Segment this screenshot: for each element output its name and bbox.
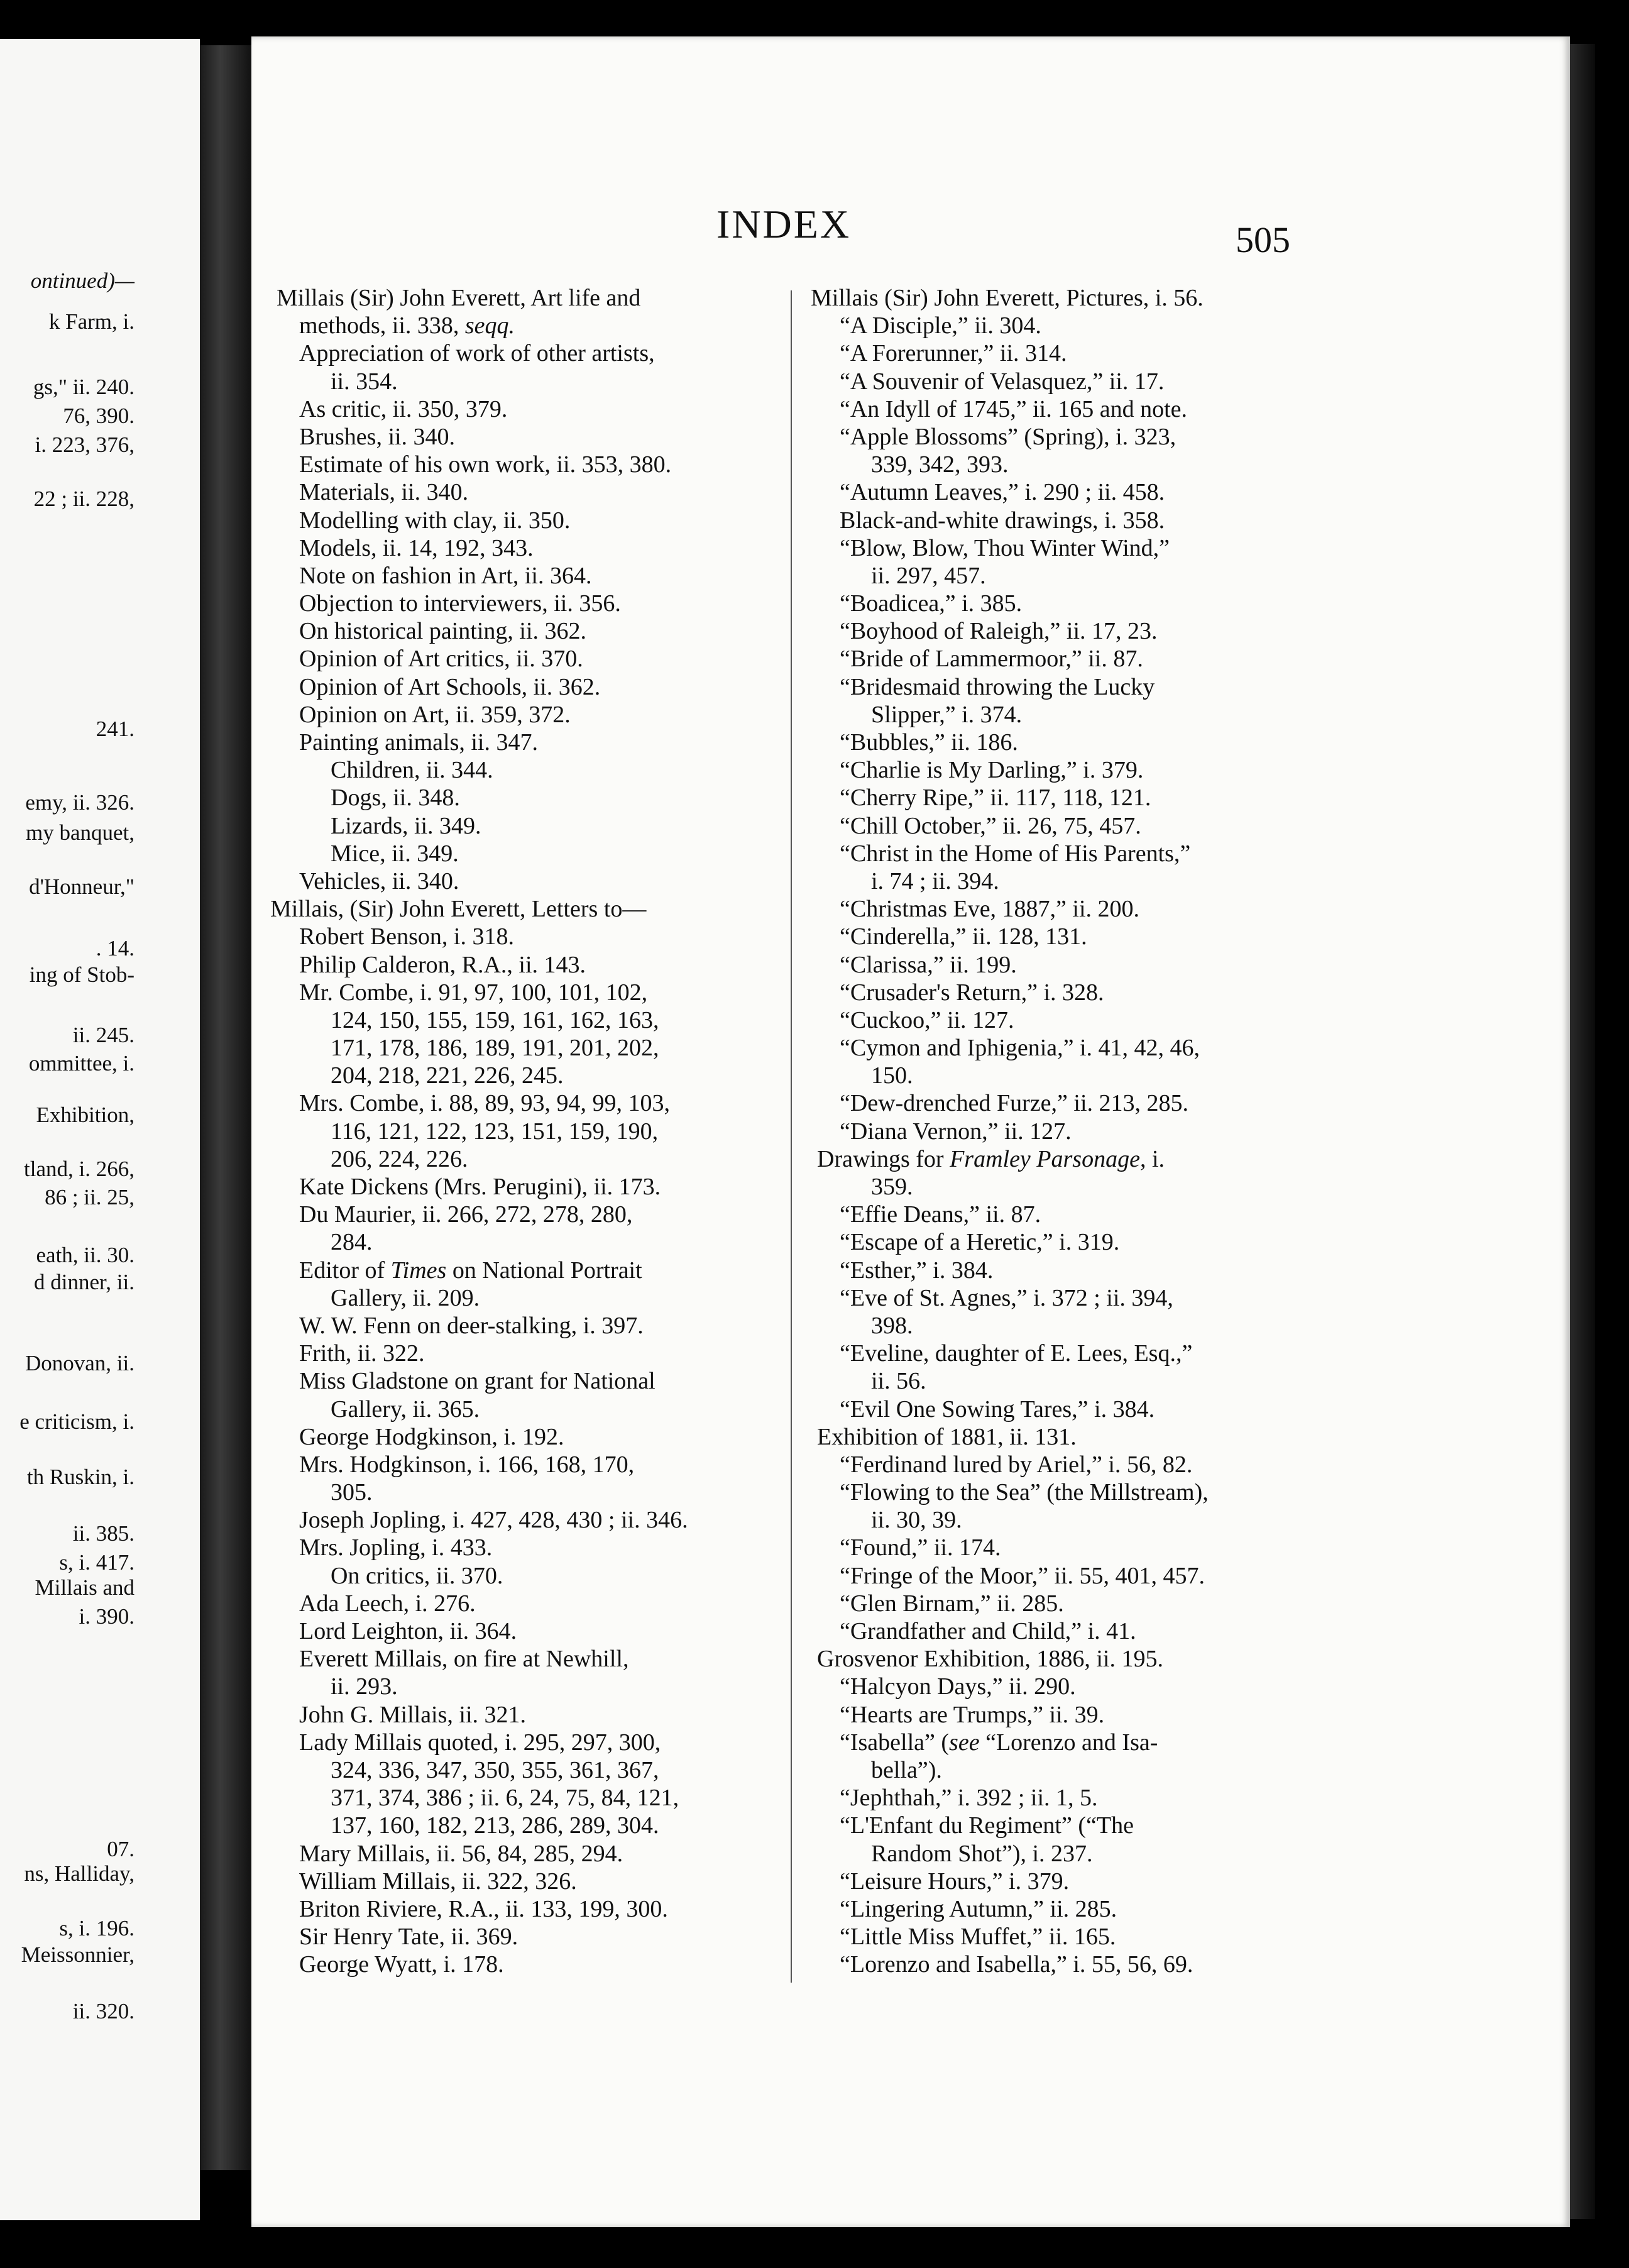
index-column-right: [811, 284, 1307, 1978]
index-entry: Appreciation of work of other artists,: [299, 340, 655, 367]
prev-line: ommittee, i.: [28, 1051, 134, 1076]
index-entry: Vehicles, ii. 340.: [299, 867, 459, 895]
prev-line: 76, 390.: [63, 404, 134, 428]
index-entry: “Dew-drenched Furze,” ii. 213, 285.: [840, 1090, 1189, 1117]
index-entry: “Jephthah,” i. 392 ; ii. 1, 5.: [840, 1785, 1098, 1812]
index-entry: “Eveline, daughter of E. Lees, Esq.,”: [840, 1340, 1193, 1367]
index-entry: Sir Henry Tate, ii. 369.: [299, 1924, 518, 1951]
index-entry-editor-of-times: Editor of Times on National Portrait: [299, 1257, 642, 1284]
index-entry: Grosvenor Exhibition, 1886, ii. 195.: [817, 1646, 1163, 1673]
index-entry: “Cinderella,” ii. 128, 131.: [840, 923, 1087, 950]
index-entry: “Fringe of the Moor,” ii. 55, 401, 457.: [840, 1562, 1205, 1589]
prev-line: 86 ; ii. 25,: [45, 1185, 134, 1209]
index-entry: Mrs. Hodgkinson, i. 166, 168, 170,: [299, 1451, 635, 1478]
index-entry: 371, 374, 386 ; ii. 6, 24, 75, 84, 121,: [331, 1785, 679, 1812]
index-entry: “Halcyon Days,” ii. 290.: [840, 1673, 1076, 1700]
index-entry: 116, 121, 122, 123, 151, 159, 190,: [331, 1118, 659, 1145]
index-entry: 284.: [331, 1229, 373, 1256]
index-entry: Mrs. Combe, i. 88, 89, 93, 94, 99, 103,: [299, 1090, 671, 1117]
prev-line: gs," ii. 240.: [33, 375, 134, 399]
index-entry: On critics, ii. 370.: [331, 1562, 503, 1589]
index-entry: “Grandfather and Child,” i. 41.: [840, 1618, 1136, 1644]
prev-line: Exhibition,: [36, 1103, 134, 1127]
index-entry: Briton Riviere, R.A., ii. 133, 199, 300.: [299, 1895, 668, 1922]
index-entry: Dogs, ii. 348.: [331, 784, 460, 812]
index-entry-isabella: “Isabella” (see “Lorenzo and Isa-: [840, 1729, 1158, 1756]
index-entry: Slipper,” i. 374.: [871, 701, 1023, 728]
index-entry: “An Idyll of 1745,” ii. 165 and note.: [840, 395, 1188, 422]
index-entry: “Ferdinand lured by Ariel,” i. 56, 82.: [840, 1451, 1193, 1478]
index-entry: Miss Gladstone on grant for National: [299, 1368, 655, 1395]
prev-line: . 14.: [96, 936, 134, 961]
index-entry: 137, 160, 182, 213, 286, 289, 304.: [331, 1812, 659, 1839]
index-entry: Models, ii. 14, 192, 343.: [299, 534, 534, 561]
index-entry: Objection to interviewers, ii. 356.: [299, 590, 621, 617]
index-entry: Lizards, ii. 349.: [331, 812, 481, 839]
index-entry: “Hearts are Trumps,” ii. 39.: [840, 1701, 1105, 1728]
index-entry: Millais (Sir) John Everett, Art life and: [277, 285, 641, 311]
page-title: INDEX: [716, 202, 852, 246]
prev-line: my banquet,: [25, 820, 134, 845]
index-entry: Modelling with clay, ii. 350.: [299, 507, 571, 534]
index-entry: “Christ in the Home of His Parents,”: [840, 840, 1191, 867]
index-entry: 204, 218, 221, 226, 245.: [331, 1062, 564, 1089]
index-entry: 324, 336, 347, 350, 355, 361, 367,: [331, 1756, 659, 1783]
index-entry: Estimate of his own work, ii. 353, 380.: [299, 451, 672, 478]
index-entry: “Autumn Leaves,” i. 290 ; ii. 458.: [840, 479, 1165, 506]
index-entry: Random Shot”), i. 237.: [871, 1840, 1093, 1867]
italic-title: Times: [390, 1257, 447, 1284]
index-entry: 171, 178, 186, 189, 191, 201, 202,: [331, 1035, 659, 1062]
index-entry: Gallery, ii. 209.: [331, 1284, 480, 1311]
index-entry: Philip Calderon, R.A., ii. 143.: [299, 951, 586, 978]
index-entry: Millais (Sir) John Everett, Pictures, i. 56.: [811, 285, 1204, 311]
prev-line: d'Honneur,": [29, 874, 134, 899]
index-entry: Materials, ii. 340.: [299, 479, 469, 506]
index-entry: “Little Miss Muffet,” ii. 165.: [840, 1924, 1116, 1951]
prev-line: 241.: [96, 717, 134, 741]
prev-line: Meissonnier,: [21, 1942, 134, 1967]
prev-line: s, i. 196.: [59, 1916, 134, 1940]
index-entry: Opinion on Art, ii. 359, 372.: [299, 701, 571, 728]
index-entry: Mr. Combe, i. 91, 97, 100, 101, 102,: [299, 979, 648, 1006]
index-entry: 124, 150, 155, 159, 161, 162, 163,: [331, 1006, 659, 1033]
index-entry: 359.: [871, 1174, 913, 1200]
index-entry: Children, ii. 344.: [331, 757, 493, 784]
index-entry: ii. 293.: [331, 1673, 398, 1700]
prev-line: k Farm, i.: [48, 309, 134, 334]
index-entry: “Escape of a Heretic,” i. 319.: [840, 1229, 1120, 1256]
index-entry: “Bride of Lammermoor,” ii. 87.: [840, 646, 1143, 673]
index-entry: Gallery, ii. 365.: [331, 1395, 480, 1423]
index-entry: Millais, (Sir) John Everett, Letters to—: [270, 896, 647, 923]
index-entry: Mice, ii. 349.: [331, 840, 459, 867]
index-entry: “Boyhood of Raleigh,” ii. 17, 23.: [840, 618, 1158, 645]
index-entry: Painting animals, ii. 347.: [299, 729, 538, 756]
index-entry: 150.: [871, 1062, 913, 1089]
index-entry: “Cymon and Iphigenia,” i. 41, 42, 46,: [840, 1035, 1200, 1062]
index-entry: Du Maurier, ii. 266, 272, 278, 280,: [299, 1201, 633, 1228]
index-entry: Robert Benson, i. 318.: [299, 923, 514, 950]
prev-line: ontinued)—: [30, 268, 134, 293]
prev-line: emy, ii. 326.: [25, 790, 134, 815]
index-entry: “Esther,” i. 384.: [840, 1257, 994, 1284]
index-entry: William Millais, ii. 322, 326.: [299, 1868, 577, 1895]
index-entry: “Lingering Autumn,” ii. 285.: [840, 1895, 1117, 1922]
index-entry: “Bubbles,” ii. 186.: [840, 729, 1018, 756]
index-entry: As critic, ii. 350, 379.: [299, 395, 508, 422]
index-entry: Lord Leighton, ii. 364.: [299, 1618, 517, 1644]
italic-seqq: seqq.: [464, 312, 515, 339]
index-entry: George Hodgkinson, i. 192.: [299, 1423, 564, 1450]
index-entry: “Flowing to the Sea” (the Millstream),: [840, 1479, 1209, 1506]
index-entry: “Chill October,” ii. 26, 75, 457.: [840, 812, 1141, 839]
index-entry: “Leisure Hours,” i. 379.: [840, 1868, 1070, 1895]
index-entry: “Evil One Sowing Tares,” i. 384.: [840, 1395, 1155, 1423]
prev-line: th Ruskin, i.: [26, 1465, 134, 1489]
index-entry: Ada Leech, i. 276.: [299, 1590, 476, 1617]
index-entry: Opinion of Art Schools, ii. 362.: [299, 673, 601, 700]
index-entry-framley-parsonage: Drawings for Framley Parsonage, i.: [817, 1145, 1165, 1172]
index-entry: Brushes, ii. 340.: [299, 423, 456, 450]
index-entry: Everett Millais, on fire at Newhill,: [299, 1646, 629, 1673]
prev-line: ii. 320.: [72, 1999, 134, 2023]
index-entry: ii. 354.: [331, 368, 398, 395]
index-entry: 206, 224, 226.: [331, 1145, 468, 1172]
index-entry: “L'Enfant du Regiment” (“The: [840, 1812, 1134, 1839]
prev-line: e criticism, i.: [19, 1409, 134, 1434]
index-entry: “A Disciple,” ii. 304.: [840, 312, 1041, 339]
index-entry: Note on fashion in Art, ii. 364.: [299, 562, 592, 589]
index-entry: bella”).: [871, 1756, 942, 1783]
prev-line: ing of Stob-: [29, 962, 134, 987]
index-entry: Frith, ii. 322.: [299, 1340, 425, 1367]
index-entry: ii. 56.: [871, 1368, 926, 1395]
index-entry: “Cherry Ripe,” ii. 117, 118, 121.: [840, 784, 1151, 812]
index-entry: “Boadicea,” i. 385.: [840, 590, 1023, 617]
page-number: 505: [1236, 219, 1290, 260]
index-entry: John G. Millais, ii. 321.: [299, 1701, 527, 1728]
prev-line: 22 ; ii. 228,: [33, 487, 134, 511]
index-entry: “Bridesmaid throwing the Lucky: [840, 673, 1155, 700]
index-entry: “Effie Deans,” ii. 87.: [840, 1201, 1041, 1228]
index-entry: i. 74 ; ii. 394.: [871, 867, 999, 895]
index-entry: “A Forerunner,” ii. 314.: [840, 340, 1067, 367]
page-gutter-shadow: [200, 45, 251, 2170]
index-entry: ii. 297, 457.: [871, 562, 986, 589]
prev-line: i. 223, 376,: [35, 432, 134, 457]
index-entry: Opinion of Art critics, ii. 370.: [299, 646, 583, 673]
prev-line: ii. 385.: [72, 1521, 134, 1546]
index-entry: 339, 342, 393.: [871, 451, 1009, 478]
previous-page-fragment: [0, 39, 200, 2220]
index-entry: methods, ii. 338, seqq.: [299, 312, 515, 339]
prev-line: tland, i. 266,: [24, 1157, 134, 1181]
index-entry: Lady Millais quoted, i. 295, 297, 300,: [299, 1729, 661, 1756]
index-entry: Exhibition of 1881, ii. 131.: [817, 1423, 1077, 1450]
index-entry: “Clarissa,” ii. 199.: [840, 951, 1017, 978]
prev-line: ii. 245.: [72, 1023, 134, 1047]
italic-title: Framley Parsonage: [950, 1145, 1140, 1172]
index-entry: Kate Dickens (Mrs. Perugini), ii. 173.: [299, 1174, 661, 1200]
index-entry: “Glen Birnam,” ii. 285.: [840, 1590, 1064, 1617]
prev-line: Donovan, ii.: [25, 1351, 134, 1375]
index-entry: “Christmas Eve, 1887,” ii. 200.: [840, 896, 1140, 923]
index-entry: “Diana Vernon,” ii. 127.: [840, 1118, 1072, 1145]
index-entry: “Blow, Blow, Thou Winter Wind,”: [840, 534, 1170, 561]
prev-line: i. 390.: [79, 1604, 134, 1629]
italic-see: see: [949, 1729, 980, 1756]
prev-line: eath, ii. 30.: [36, 1243, 134, 1267]
prev-line: ns, Halliday,: [24, 1861, 134, 1886]
prev-line: d dinner, ii.: [34, 1270, 134, 1294]
index-entry: W. W. Fenn on deer-stalking, i. 397.: [299, 1312, 644, 1339]
prev-line: s, i. 417.: [59, 1550, 134, 1575]
index-entry: On historical painting, ii. 362.: [299, 618, 587, 645]
index-entry: Black-and-white drawings, i. 358.: [840, 507, 1165, 534]
index-entry: “Crusader's Return,” i. 328.: [840, 979, 1104, 1006]
index-entry: ii. 30, 39.: [871, 1507, 962, 1534]
index-entry: “Eve of St. Agnes,” i. 372 ; ii. 394,: [840, 1284, 1173, 1311]
index-entry: “Found,” ii. 174.: [840, 1534, 1001, 1561]
index-entry: George Wyatt, i. 178.: [299, 1951, 504, 1978]
index-entry: Joseph Jopling, i. 427, 428, 430 ; ii. 346.: [299, 1507, 688, 1534]
index-column-left: [270, 284, 792, 1978]
index-entry: “Apple Blossoms” (Spring), i. 323,: [840, 423, 1176, 450]
index-entry: “Cuckoo,” ii. 127.: [840, 1006, 1014, 1033]
prev-line: Millais and: [35, 1575, 134, 1600]
prev-line: 07.: [107, 1837, 134, 1861]
index-entry: 398.: [871, 1312, 913, 1339]
index-entry: “Charlie is My Darling,” i. 379.: [840, 757, 1144, 784]
index-entry: 305.: [331, 1479, 373, 1506]
index-entry: “Lorenzo and Isabella,” i. 55, 56, 69.: [840, 1951, 1193, 1978]
index-entry: Mary Millais, ii. 56, 84, 285, 294.: [299, 1840, 623, 1867]
page-edge-shadow: [1570, 44, 1595, 2219]
index-entry: “A Souvenir of Velasquez,” ii. 17.: [840, 368, 1165, 395]
index-entry: Mrs. Jopling, i. 433.: [299, 1534, 493, 1561]
